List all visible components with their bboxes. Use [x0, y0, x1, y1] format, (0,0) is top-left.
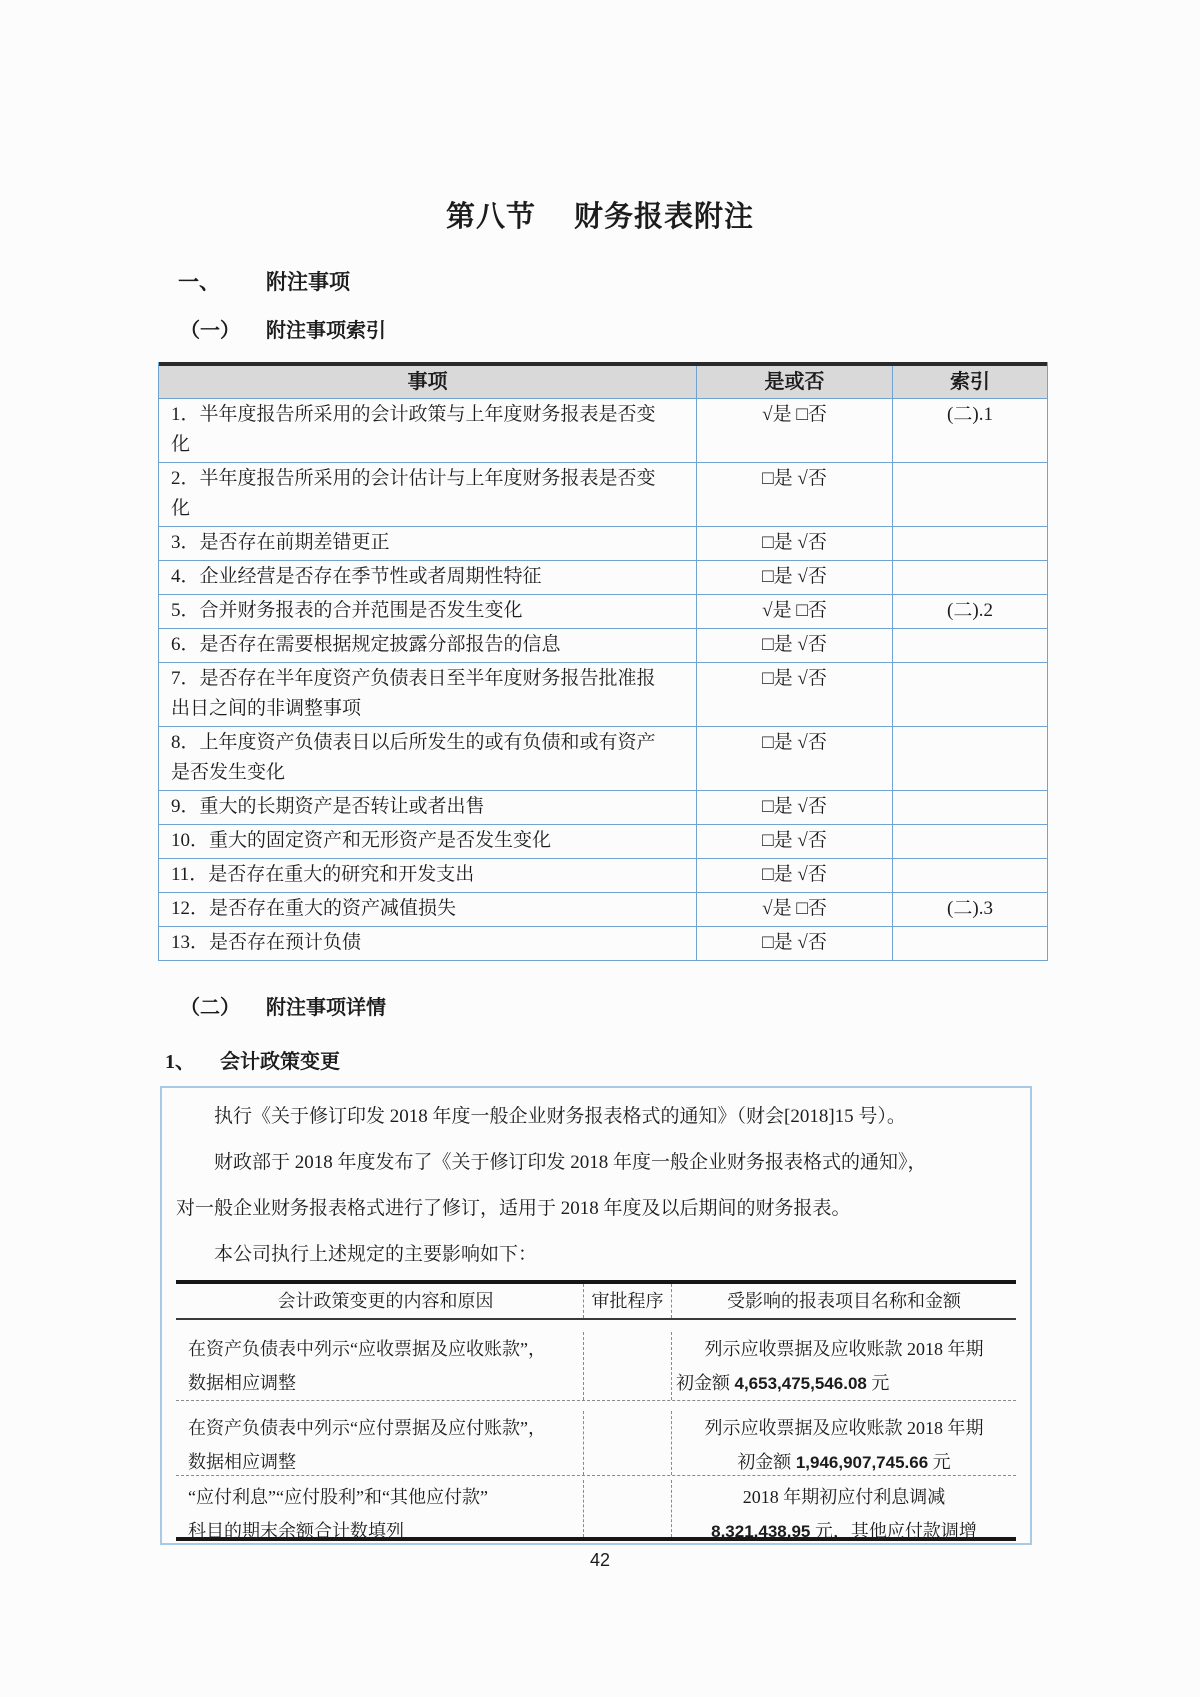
header-cell-reason: 会计政策变更的内容和原因 [277, 1291, 494, 1311]
header-cell-yesno: 是或否 [696, 366, 892, 398]
reason-line: 数据相应调整 [188, 1373, 296, 1393]
subsection-heading-details [180, 991, 386, 1020]
item-heading-accounting-policy-title: 会计政策变更 [220, 1051, 340, 1073]
section-heading-notes-label: 一、 [178, 270, 220, 294]
table-row [159, 927, 1047, 960]
notes-index-table-header [159, 362, 1047, 399]
index-cell [892, 663, 1047, 726]
yesno-cell: √是 □否 [696, 893, 892, 926]
policy-change-box [160, 1086, 1032, 1545]
page-title [0, 194, 1200, 235]
table-row [159, 463, 1047, 527]
index-cell: (二).2 [892, 595, 1047, 628]
item-cell: 5．合并财务报表的合并范围是否发生变化 [171, 600, 523, 621]
paragraph: 对一般企业财务报表格式进行了修订，适用于 2018 年度及以后期间的财务报表。 [176, 1198, 851, 1219]
item-heading-accounting-policy [165, 1045, 340, 1074]
affected-cell [671, 1332, 1016, 1400]
index-cell: (二).3 [892, 893, 1047, 926]
item-heading-accounting-policy-label: 1、 [165, 1051, 195, 1073]
approval-cell [583, 1480, 671, 1537]
header-cell-affected: 受影响的报表项目名称和金额 [671, 1284, 1016, 1318]
item-cell: 7．是否存在半年度资产负债表日至半年度财务报告批准报出日之间的非调整事项 [171, 668, 656, 719]
yesno-cell: √是 □否 [696, 399, 892, 462]
reason-cell [176, 1411, 583, 1475]
yesno-cell: □是 √否 [696, 825, 892, 858]
table-row [159, 727, 1047, 791]
table-row [176, 1400, 1016, 1475]
table-row [159, 561, 1047, 595]
notes-index-table [158, 362, 1048, 961]
yesno-cell: □是 √否 [696, 463, 892, 526]
header-cell-approval: 审批程序 [583, 1284, 671, 1318]
item-cell: 8．上年度资产负债表日以后所发生的或有负债和或有资产是否发生变化 [171, 732, 656, 783]
index-cell [892, 629, 1047, 662]
yesno-cell: □是 √否 [696, 527, 892, 560]
table-row [176, 1320, 1016, 1400]
page-number: 42 [589, 1550, 611, 1570]
affected-line: 2018 年期初应付利息调减 [742, 1487, 946, 1507]
amount-value: 4,653,475,546.08 [734, 1374, 867, 1393]
table-row [159, 399, 1047, 463]
table-row [159, 825, 1047, 859]
amount-unit: 元 [928, 1452, 951, 1472]
index-cell [892, 927, 1047, 960]
affected-cell [671, 1480, 1016, 1541]
affected-line [672, 1445, 1016, 1480]
subsection-heading-details-label: （二） [180, 997, 240, 1019]
subsection-heading-details-title: 附注事项详情 [266, 997, 386, 1019]
yesno-cell: □是 √否 [696, 859, 892, 892]
table-row [159, 663, 1047, 727]
index-cell [892, 527, 1047, 560]
table-row [159, 595, 1047, 629]
subsection-heading-index [180, 314, 386, 343]
item-cell: 2．半年度报告所采用的会计估计与上年度财务报表是否变化 [171, 468, 656, 519]
table-row [159, 629, 1047, 663]
amount-unit: 元，其他应付款调增 [810, 1521, 977, 1541]
index-cell [892, 859, 1047, 892]
affected-line [672, 1366, 1016, 1401]
section-heading-notes [178, 266, 350, 296]
table-row [159, 791, 1047, 825]
affected-line [672, 1514, 1016, 1549]
approval-cell [583, 1411, 671, 1475]
item-cell: 3．是否存在前期差错更正 [171, 532, 390, 553]
item-cell: 10．重大的固定资产和无形资产是否发生变化 [171, 830, 552, 851]
reason-cell [176, 1332, 583, 1400]
index-cell [892, 825, 1047, 858]
item-cell: 12．是否存在重大的资产减值损失 [171, 898, 457, 919]
section-heading-notes-title: 附注事项 [266, 270, 350, 294]
reason-line: 数据相应调整 [188, 1452, 296, 1472]
index-cell [892, 791, 1047, 824]
paragraph: 执行《关于修订印发 2018 年度一般企业财务报表格式的通知》（财会[2018]15 号）。 [214, 1106, 906, 1127]
subsection-heading-index-label: （一） [180, 320, 240, 342]
header-cell-index: 索引 [892, 366, 1047, 398]
reason-line: 科目的期末余额合计数填列 [188, 1521, 404, 1541]
amount-label: 初金额 [676, 1373, 735, 1393]
paragraph: 本公司执行上述规定的主要影响如下： [214, 1244, 538, 1265]
yesno-cell: □是 √否 [696, 727, 892, 790]
item-cell: 11．是否存在重大的研究和开发支出 [171, 864, 475, 885]
table-row [159, 859, 1047, 893]
reason-cell [176, 1480, 583, 1541]
affected-line: 列示应收票据及应收账款 2018 年期 [704, 1339, 984, 1359]
amount-value: 8,321,438.95 [711, 1522, 811, 1541]
policy-change-table [176, 1280, 1016, 1541]
amount-value: 1,946,907,745.66 [795, 1453, 929, 1472]
yesno-cell: □是 √否 [696, 629, 892, 662]
table-row [159, 527, 1047, 561]
item-cell: 9．重大的长期资产是否转让或者出售 [171, 796, 485, 817]
page-title-text: 财务报表附注 [574, 201, 755, 233]
subsection-heading-index-title: 附注事项索引 [266, 320, 386, 342]
yesno-cell: □是 √否 [696, 663, 892, 726]
table-row [176, 1475, 1016, 1541]
item-cell: 13．是否存在预计负债 [171, 932, 362, 953]
reason-line: “应付利息”“应付股利”和“其他应付款” [188, 1487, 488, 1507]
reason-line: 在资产负债表中列示“应收票据及应收账款”， [188, 1339, 546, 1359]
index-cell [892, 727, 1047, 790]
policy-table-header [176, 1284, 1016, 1320]
item-cell: 4．企业经营是否存在季节性或者周期性特征 [171, 566, 542, 587]
paragraph: 财政部于 2018 年度发布了《关于修订印发 2018 年度一般企业财务报表格式的通知》， [214, 1152, 927, 1173]
yesno-cell: □是 √否 [696, 927, 892, 960]
table-row [159, 893, 1047, 927]
affected-line: 列示应收票据及应收账款 2018 年期 [704, 1418, 984, 1438]
index-cell [892, 463, 1047, 526]
affected-cell [671, 1411, 1016, 1475]
index-cell: (二).1 [892, 399, 1047, 462]
reason-line: 在资产负债表中列示“应付票据及应付账款”， [188, 1418, 546, 1438]
amount-label: 初金额 [737, 1452, 796, 1472]
index-cell [892, 561, 1047, 594]
item-cell: 1．半年度报告所采用的会计政策与上年度财务报表是否变化 [171, 404, 656, 455]
approval-cell [583, 1332, 671, 1400]
amount-unit: 元 [866, 1373, 890, 1393]
yesno-cell: □是 √否 [696, 791, 892, 824]
header-cell-item: 事项 [407, 371, 448, 393]
yesno-cell: √是 □否 [696, 595, 892, 628]
page-title-section-no: 第八节 [445, 201, 536, 233]
yesno-cell: □是 √否 [696, 561, 892, 594]
item-cell: 6．是否存在需要根据规定披露分部报告的信息 [171, 634, 561, 655]
